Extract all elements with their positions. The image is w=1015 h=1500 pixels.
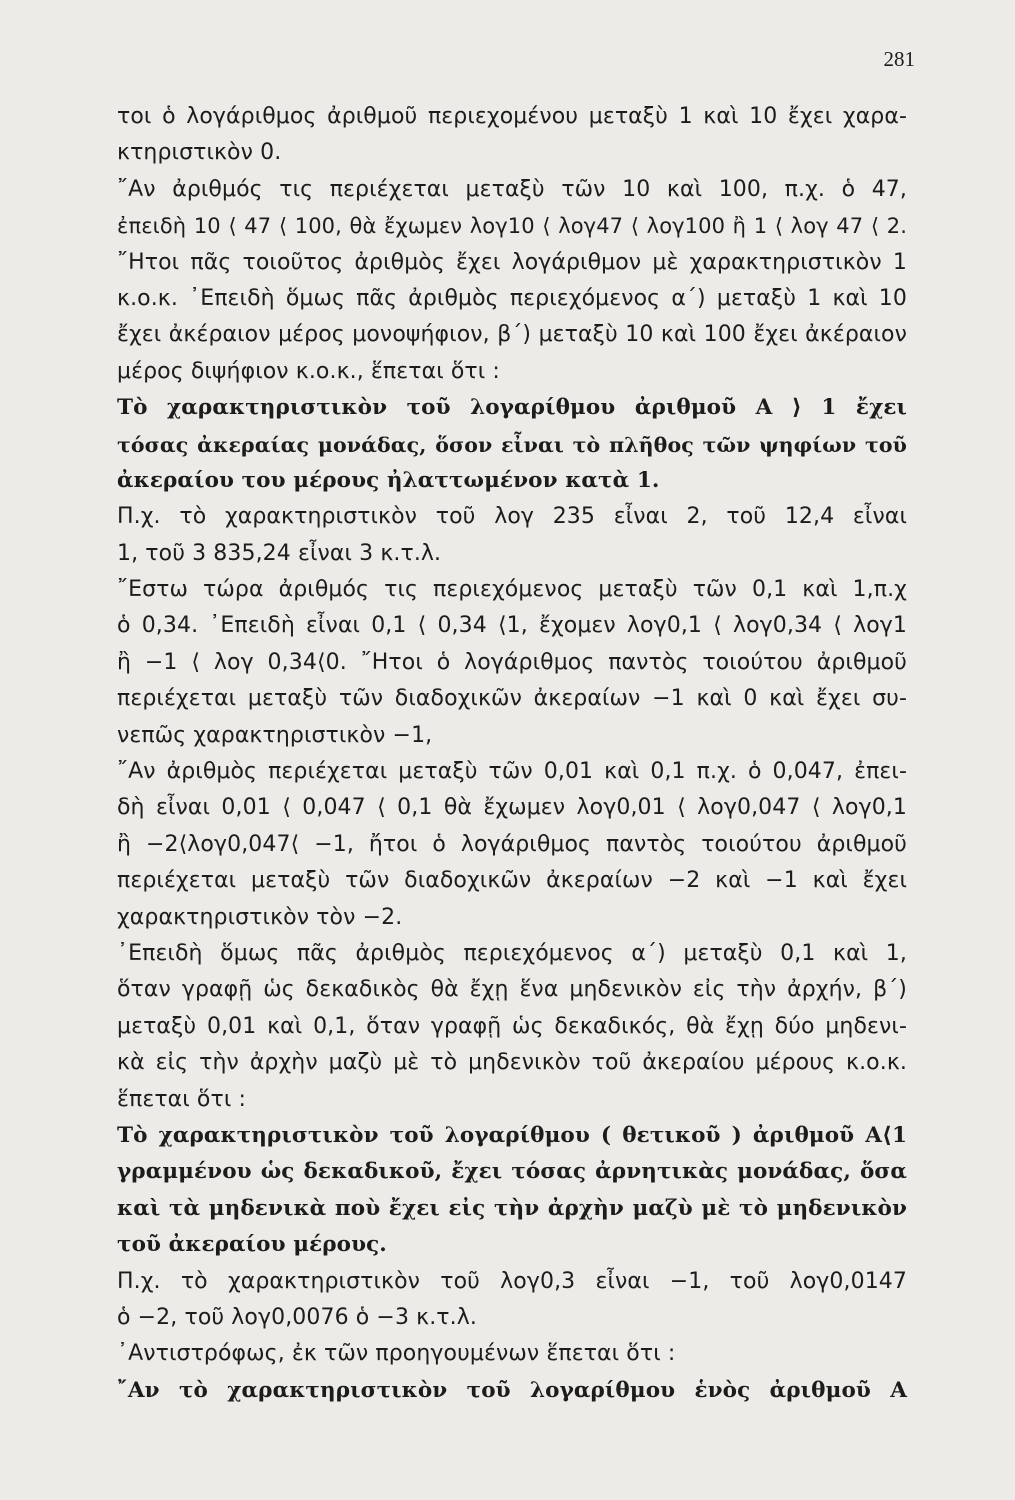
text-line: μέρος διψήφιον κ.ο.κ., ἕπεται ὅτι :: [117, 358, 500, 384]
text-line: κ.ο.κ. ᾿Επειδὴ ὅμως πᾶς ἀριθμὸς περιεχόμενος α΄) μεταξὺ 1 καὶ 10: [117, 285, 907, 311]
text-line: κτηριστικὸν 0.: [117, 140, 282, 166]
text-line: 1, τοῦ 3 835,24 εἶναι 3 κ.τ.λ.: [117, 540, 442, 566]
text-line: ᾿Επειδὴ ὅμως πᾶς ἀριθμὸς περιεχόμενος α΄) μεταξὺ 0,1 καὶ 1,: [117, 940, 907, 966]
bold-text-line: Τὸ χαρακτηριστικὸν τοῦ λογαρίθμου ἀριθμοῦ Α ⟩ 1 ἔχει: [117, 395, 907, 421]
text-line: δὴ εἶναι 0,01 ⟨ 0,047 ⟨ 0,1 θὰ ἔχωμεν λογ0,01 ⟨ λογ0,047 ⟨ λογ0,1: [117, 795, 907, 821]
page-number: 281: [883, 47, 915, 71]
text-line: ὁ −2, τοῦ λογ0,0076 ὁ −3 κ.τ.λ.: [117, 1304, 477, 1330]
bold-text-line: ἀκεραίου του μέρους ἠλαττωμένον κατὰ 1.: [117, 467, 660, 493]
text-line: περιέχεται μεταξὺ τῶν διαδοχικῶν ἀκεραίων −1 καὶ 0 καὶ ἔχει συ-: [117, 686, 907, 712]
text-body: [117, 99, 907, 1409]
text-line: ἐπειδὴ 10 ⟨ 47 ⟨ 100, θὰ ἔχωμεν λογ10 ⟨ λογ47 ⟨ λογ100 ἢ 1 ⟨ λογ 47 ⟨ 2.: [117, 214, 907, 239]
text-line: ῎Αν ἀριθμὸς περιέχεται μεταξὺ τῶν 0,01 καὶ 0,1 π.χ. ὁ 0,047, ἐπει-: [117, 759, 907, 785]
text-line: ὅταν γραφῇ ὡς δεκαδικὸς θὰ ἔχῃ ἕνα μηδενικὸν εἰς τὴν ἀρχήν, β΄): [117, 977, 907, 1003]
text-line: ῎Ητοι πᾶς τοιοῦτος ἀριθμὸς ἔχει λογάριθμον μὲ χαρακτηριστικὸν 1: [117, 249, 907, 275]
bold-text-line: Τὸ χαρακτηριστικὸν τοῦ λογαρίθμου ( θετικοῦ ) ἀριθμοῦ Α⟨1: [117, 1122, 907, 1148]
text-line: ᾿Αντιστρόφως, ἐκ τῶν προηγουμένων ἕπεται ὅτι :: [117, 1341, 676, 1367]
text-line: ἢ −2⟨λογ0,047⟨ −1, ἤτοι ὁ λογάριθμος παντὸς τοιούτου ἀριθμοῦ: [117, 831, 907, 857]
bold-text-line: τόσας ἀκεραίας μονάδας, ὅσον εἶναι τὸ πλῆθος τῶν ψηφίων τοῦ: [117, 432, 907, 457]
text-line: ἔχει ἀκέραιον μέρος μονοψήφιον, β΄) μεταξὺ 10 καὶ 100 ἔχει ἀκέραιον: [117, 322, 907, 348]
text-line: ἢ −1 ⟨ λογ 0,34⟨0. ῎Ητοι ὁ λογάριθμος παντὸς τοιούτου ἀριθμοῦ: [117, 649, 907, 675]
text-line: ἕπεται ὅτι :: [117, 1086, 246, 1112]
text-line: κὰ εἰς τὴν ἀρχὴν μαζὺ μὲ τὸ μηδενικὸν τοῦ ἀκεραίου μέρους κ.ο.κ.: [117, 1050, 907, 1076]
text-line: μεταξὺ 0,01 καὶ 0,1, ὅταν γραφῇ ὡς δεκαδικός, θὰ ἔχῃ δύο μηδενι-: [117, 1013, 907, 1039]
bold-text-line: γραμμένου ὡς δεκαδικοῦ, ἔχει τόσας ἀρνητικὰς μονάδας, ὅσα: [117, 1159, 907, 1185]
text-line: περιέχεται μεταξὺ τῶν διαδοχικῶν ἀκεραίων −2 καὶ −1 καὶ ἔχει: [117, 868, 907, 894]
text-line: Π.χ. τὸ χαρακτηριστικὸν τοῦ λογ 235 εἶναι 2, τοῦ 12,4 εἶναι: [117, 504, 907, 530]
text-line: νεπῶς χαρακτηριστικὸν −1,: [117, 722, 433, 748]
text-line: ῎Εστω τώρα ἀριθμός τις περιεχόμενος μεταξὺ τῶν 0,1 καὶ 1,π.χ: [117, 577, 907, 603]
bold-text-line: τοῦ ἀκεραίου μέρους.: [117, 1232, 387, 1258]
text-line: Π.χ. τὸ χαρακτηριστικὸν τοῦ λογ0,3 εἶναι −1, τοῦ λογ0,0147: [117, 1268, 907, 1294]
text-line: χαρακτηριστικὸν τὸν −2.: [117, 904, 403, 930]
text-line: ῎Αν ἀριθμός τις περιέχεται μεταξὺ τῶν 10 καὶ 100, π.χ. ὁ 47,: [117, 176, 907, 202]
text-line: τοι ὁ λογάριθμος ἀριθμοῦ περιεχομένου μεταξὺ 1 καὶ 10 ἔχει χαρα-: [117, 104, 907, 129]
bold-text-line: ῎Αν τὸ χαρακτηριστικὸν τοῦ λογαρίθμου ἑνὸς ἀριθμοῦ Α: [117, 1377, 907, 1403]
text-line: ὁ 0,34. ᾿Επειδὴ εἶναι 0,1 ⟨ 0,34 ⟨1, ἔχομεν λογ0,1 ⟨ λογ0,34 ⟨ λογ1: [117, 613, 907, 639]
bold-text-line: καὶ τὰ μηδενικὰ ποὺ ἔχει εἰς τὴν ἀρχὴν μαζὺ μὲ τὸ μηδενικὸν: [117, 1195, 907, 1221]
